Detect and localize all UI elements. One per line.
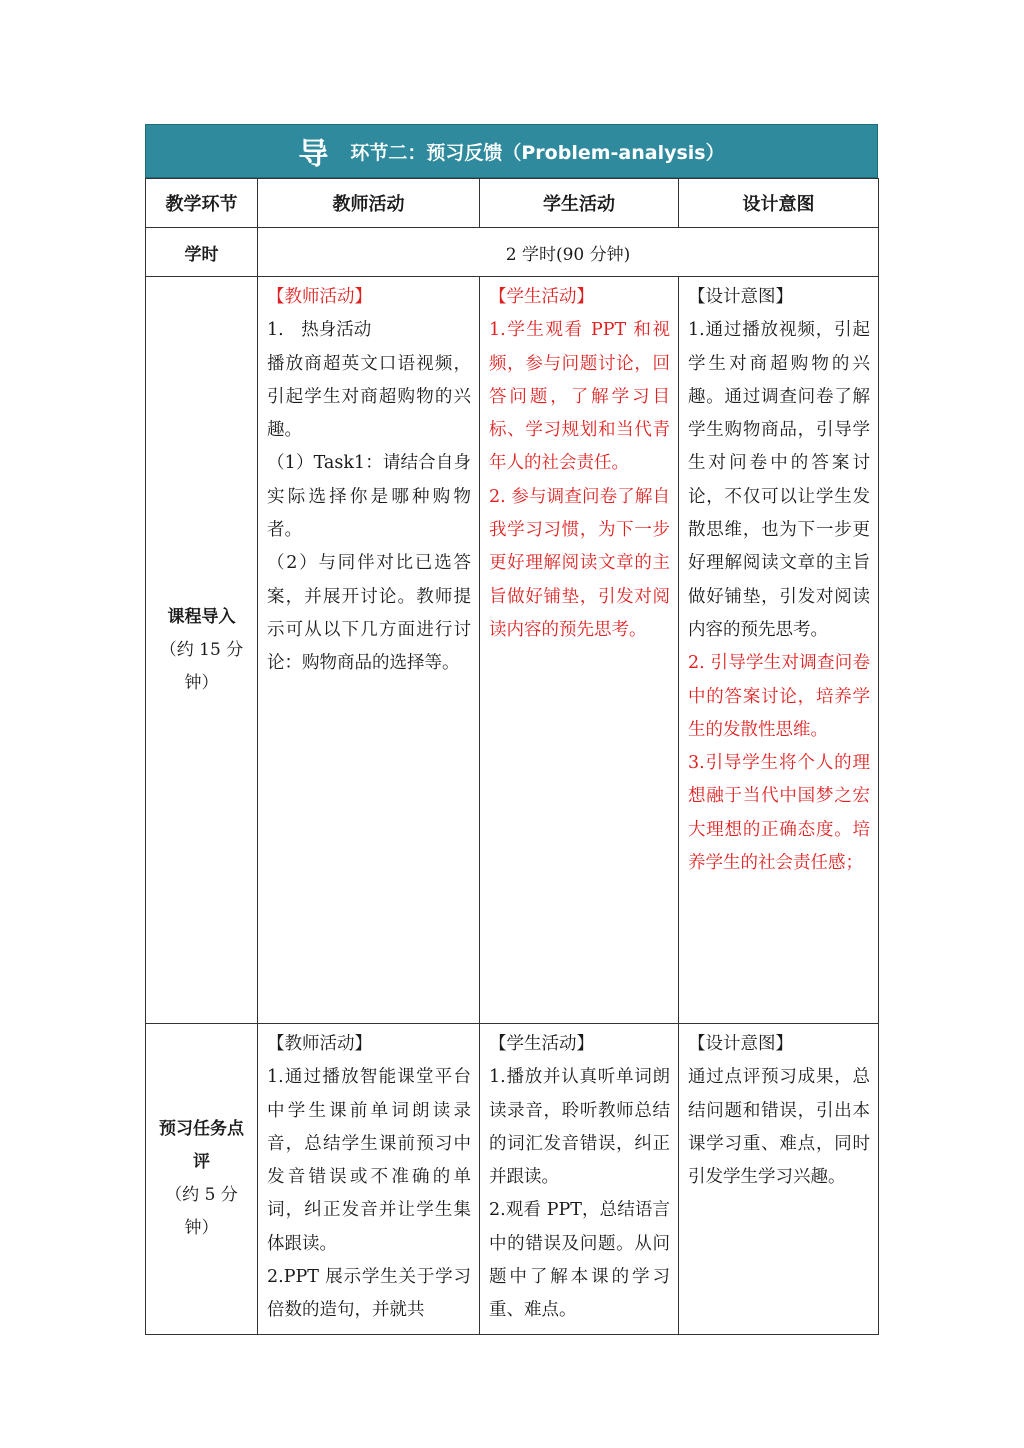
student-activity-cell (480, 277, 679, 1024)
design-intent-cell (679, 277, 879, 1024)
design-intent-cell (679, 1024, 879, 1335)
stage-cell (146, 277, 258, 1024)
table-header-row (146, 179, 879, 228)
design-line: 通过点评预习成果，总结问题和错误，引出本课学习重、难点，同时引发学生学习兴趣。 (688, 1067, 870, 1188)
teacher-line: （1）Task1：请结合自身实际选择你是哪种购物者。 (267, 453, 471, 541)
teacher-line: 1. 热身活动 (267, 320, 372, 341)
design-heading: 【设计意图】 (688, 1034, 793, 1054)
student-line: 1.播放并认真听单词朗读录音，聆听教师总结的词汇发音错误，纠正并跟读。 (489, 1067, 670, 1188)
table-row (146, 1024, 879, 1335)
teacher-line: 播放商超英文口语视频，引起学生对商超购物的兴趣。 (267, 353, 471, 441)
section-icon-char: 导 (298, 137, 329, 172)
table-row (146, 277, 879, 1024)
student-line: 2.观看 PPT，总结语言中的错误及问题。从问题中了解本课的学习重、难点。 (489, 1200, 670, 1321)
hours-label: 学时 (146, 228, 258, 277)
teacher-activity-cell (258, 1024, 480, 1335)
student-line: 1.学生观看 PPT 和视频，参与问题讨论，回答问题，了解学习目标、学习规划和当代青年人的社会责任。 (489, 320, 670, 474)
stage-name: 课程导入 (167, 606, 236, 627)
col-header-teacher: 教师活动 (258, 179, 480, 228)
hours-value: 2 学时(90 分钟) (258, 228, 879, 277)
stage-time: （约 15 分钟） (159, 639, 244, 693)
section-header (145, 124, 878, 178)
teacher-heading: 【教师活动】 (267, 1034, 372, 1054)
teacher-line: （2）与同伴对比已选答案，并展开讨论。教师提示可从以下几方面进行讨论：购物商品的选择等。 (267, 553, 471, 674)
hours-row (146, 228, 879, 277)
design-heading: 【设计意图】 (688, 287, 793, 307)
lesson-plan-page (145, 124, 878, 1335)
col-header-design: 设计意图 (679, 179, 879, 228)
student-heading: 【学生活动】 (489, 1034, 594, 1054)
col-header-stage: 教学环节 (146, 179, 258, 228)
student-heading: 【学生活动】 (489, 287, 594, 307)
design-line: 2. 引导学生对调查问卷中的答案讨论，培养学生的发散性思维。 (688, 653, 870, 740)
section-title: 环节二：预习反馈（Problem-analysis） (350, 141, 725, 164)
stage-time: （约 5 分钟） (165, 1185, 238, 1238)
design-line: 1.通过播放视频，引起学生对商超购物的兴趣。通过调查问卷了解学生购物商品，引导学生对问卷中的答案讨论，不仅可以让学生发散思维，也为下一步更好理解阅读文章的主旨做好铺垫，引发对阅读内容的预先思考。 (688, 320, 870, 640)
lesson-table (145, 178, 879, 1335)
teacher-line: 1.通过播放智能课堂平台中学生课前单词朗读录音，总结学生课前预习中发音错误或不准确的单词，纠正发音并让学生集体跟读。 (267, 1067, 471, 1254)
stage-name: 预习任务点评 (159, 1119, 244, 1172)
teacher-heading: 【教师活动】 (267, 287, 372, 307)
student-activity-cell (480, 1024, 679, 1335)
stage-cell (146, 1024, 258, 1335)
teacher-activity-cell (258, 277, 480, 1024)
design-line: 3.引导学生将个人的理想融于当代中国梦之宏大理想的正确态度。培养学生的社会责任感； (688, 753, 870, 874)
teacher-line: 2.PPT 展示学生关于学习倍数的造句，并就共 (267, 1267, 471, 1321)
col-header-student: 学生活动 (480, 179, 679, 228)
student-line: 2. 参与调查问卷了解自我学习习惯，为下一步更好理解阅读文章的主旨做好铺垫，引发对阅读内容的预先思考。 (489, 486, 670, 640)
